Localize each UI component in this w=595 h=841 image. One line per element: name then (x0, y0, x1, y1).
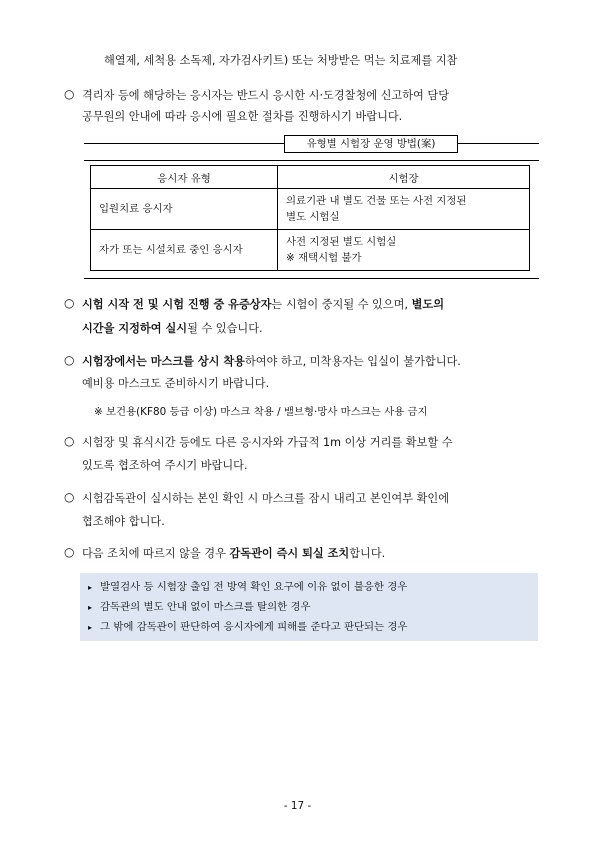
table-title-bar (84, 135, 539, 153)
list-item: ▸ 그 밖에 감독관이 판단하여 응시자에게 피해를 준다고 판단되는 경우 (88, 619, 407, 636)
cell-type: 입원치료 응시자 (91, 189, 278, 230)
b4-line1: 시험장 및 휴식시간 등에도 다른 응시자와 가급적 1m 이상 거리를 확보할 수 (82, 436, 453, 449)
bullet-icon: ○ (64, 296, 75, 310)
b3-line2: 예비용 마스크도 준비하시기 바랍니다. (82, 377, 270, 390)
page-number: - 17 - (283, 800, 312, 812)
list-item: ▸ 발열검사 등 시험장 출입 전 방역 확인 요구에 이유 없이 불응한 경우 (88, 579, 407, 596)
list-item: ▸ 감독관의 별도 안내 없이 마스크를 탈의한 경우 (88, 599, 311, 616)
b2-line2: 시간을 지정하여 실시될 수 있습니다. (82, 322, 263, 335)
table-bottom-rule (84, 278, 539, 279)
table-row (91, 230, 530, 271)
title-rule-right (456, 143, 539, 144)
b1-line2: 공무원의 안내에 따라 응시에 필요한 절차를 진행하시기 바랍니다. (82, 110, 403, 123)
b5-line2: 협조해야 합니다. (82, 515, 165, 528)
cell-site: 사전 지정된 별도 시험실 ※ 재택시험 불가 (278, 230, 530, 271)
bullet-icon: ○ (64, 434, 75, 448)
bullet-icon: ○ (64, 353, 75, 367)
b3-line1: 시험장에서는 마스크를 상시 착용하여야 하고, 미착용자는 입실이 불가합니다. (82, 355, 461, 368)
cell-site: 의료기관 내 별도 건물 또는 사전 지정된 별도 시험실 (278, 189, 530, 230)
bullet-icon: ○ (64, 545, 75, 559)
table-header-row (91, 166, 530, 189)
header-applicant-type: 응시자 유형 (91, 166, 278, 189)
cell-type: 자가 또는 시설치료 중인 응시자 (91, 230, 278, 271)
title-rule-left (84, 143, 284, 144)
bullet-icon: ○ (64, 87, 75, 101)
table-row (91, 189, 530, 230)
b6-line1: 다음 조치에 따르지 않을 경우 감독관이 즉시 퇴실 조치합니다. (82, 547, 386, 560)
continued-line: 해열제, 세척용 소독제, 자가검사키트) 또는 처방받은 먹는 치료제를 지참 (104, 54, 458, 67)
b5-line1: 시험감독관이 실시하는 본인 확인 시 마스크를 잠시 내리고 본인여부 확인에 (82, 492, 450, 505)
triangle-bullet-icon: ▸ (88, 603, 93, 612)
table-top-rule (84, 160, 539, 161)
table-title: 유형별 시험장 운영 방법(案) (284, 135, 458, 153)
bullet-icon: ○ (64, 490, 75, 504)
mask-note: ※ 보건용(KF80 등급 이상) 마스크 착용 / 밸브형·망사 마스크는 사용 금지 (94, 406, 428, 418)
dismissal-conditions-box (80, 573, 538, 641)
b1-line1: 격리자 등에 해당하는 응시자는 반드시 응시한 시·도경찰청에 신고하여 담당 (82, 89, 450, 102)
triangle-bullet-icon: ▸ (88, 583, 93, 592)
exam-site-table (90, 165, 530, 271)
b2-line1: 시험 시작 전 및 시험 진행 중 유증상자는 시험이 중지될 수 있으며, 별도의 (82, 298, 445, 311)
header-exam-site: 시험장 (278, 166, 530, 189)
triangle-bullet-icon: ▸ (88, 623, 93, 632)
b4-line2: 있도록 협조하여 주시기 바랍니다. (82, 459, 248, 472)
